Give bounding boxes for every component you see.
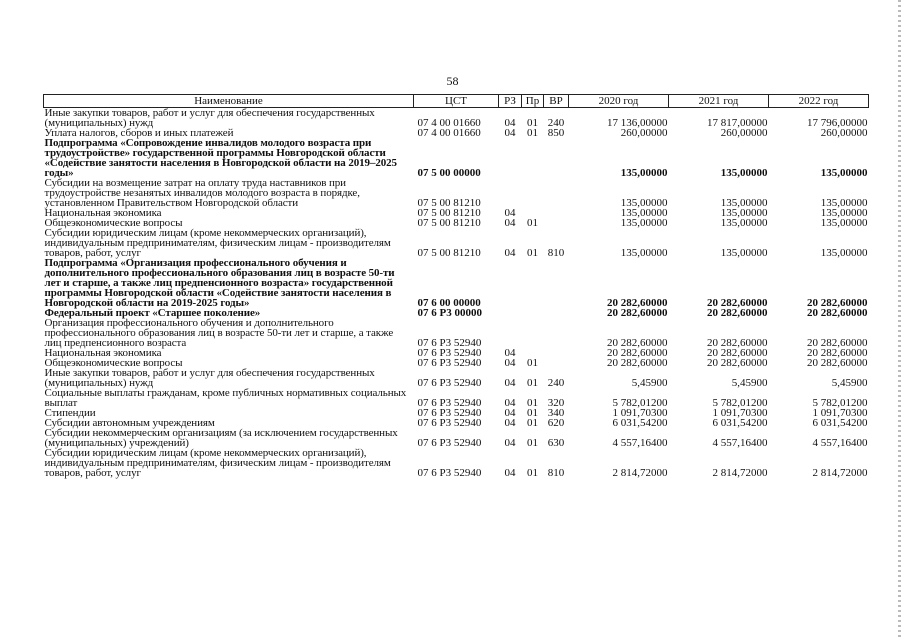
- cell-y2021: 20 282,60000: [707, 307, 768, 319]
- cell-pr: 01: [527, 407, 538, 419]
- cell-vr: [544, 218, 569, 228]
- header-pr: Пр: [522, 95, 544, 108]
- cell-y2022: 135,00000: [820, 167, 868, 179]
- cell-y2020: 6 031,54200: [612, 417, 668, 429]
- cell-cst: 07 6 P3 52940: [417, 337, 482, 349]
- cell-vr: 320: [547, 397, 565, 409]
- cell-rz: 04: [504, 117, 516, 129]
- cell-vr: [544, 208, 569, 218]
- cell-rz: 04: [504, 127, 516, 139]
- cell-vr: [544, 178, 569, 208]
- cell-y2021: 6 031,54200: [712, 417, 768, 429]
- cell-cst: 07 4 00 01660: [417, 117, 481, 129]
- cell-y2020: 5 782,01200: [612, 397, 668, 409]
- cell-y2022: 5 782,01200: [812, 397, 868, 409]
- cell-name: Федеральный проект «Старшее поколение»: [44, 307, 261, 319]
- cell-cst: 07 6 P3 52940: [417, 437, 482, 449]
- cell-y2020: 20 282,60000: [607, 307, 668, 319]
- cell-vr: [544, 358, 569, 368]
- cell-y2021: 135,00000: [720, 247, 768, 259]
- cell-y2021: 135,00000: [720, 207, 768, 219]
- header-2020: 2020 год: [569, 95, 669, 108]
- table-row: [44, 368, 869, 388]
- cell-y2022: 1 091,70300: [812, 407, 868, 419]
- cell-y2022: 5,45900: [831, 377, 868, 389]
- cell-y2020: 20 282,60000: [607, 297, 668, 309]
- table-row: [44, 388, 869, 408]
- scan-edge: [898, 0, 901, 640]
- cell-y2022: 135,00000: [820, 247, 868, 259]
- cell-pr: 01: [527, 397, 538, 409]
- cell-vr: 850: [547, 127, 565, 139]
- cell-vr: [544, 308, 569, 318]
- cell-name: Общеэкономические вопросы: [44, 357, 183, 369]
- cell-y2021: 135,00000: [720, 217, 768, 229]
- cell-vr: 240: [547, 377, 565, 389]
- cell-vr: 340: [547, 407, 565, 419]
- cell-y2022: 20 282,60000: [807, 297, 868, 309]
- cell-y2020: 135,00000: [620, 207, 668, 219]
- cell-y2022: 2 814,72000: [812, 467, 868, 479]
- cell-y2021: 20 282,60000: [707, 337, 768, 349]
- cell-pr: 01: [527, 467, 538, 479]
- cell-y2020: 135,00000: [620, 167, 668, 179]
- table-row: [44, 428, 869, 448]
- table-row: [44, 228, 869, 258]
- cell-rz: [499, 178, 522, 208]
- cell-pr: 01: [527, 377, 538, 389]
- cell-name: Субсидии на возмещение затрат на оплату труда наставников при трудоустройстве незанятых инвалидов молодого возраста в порядке, установленном Правительством Новгородской области: [44, 177, 360, 209]
- cell-y2021: 135,00000: [720, 197, 768, 209]
- cell-y2020: 20 282,60000: [607, 347, 668, 359]
- cell-vr: [544, 348, 569, 358]
- cell-y2020: 135,00000: [620, 247, 668, 259]
- cell-y2021: 135,00000: [720, 167, 768, 179]
- cell-pr: [522, 178, 544, 208]
- cell-pr: 01: [527, 247, 538, 259]
- cell-cst: 07 6 00 00000: [417, 297, 481, 309]
- cell-cst: 07 5 00 00000: [417, 167, 481, 179]
- cell-cst: 07 6 P3 52940: [417, 357, 482, 369]
- cell-y2022: 20 282,60000: [807, 357, 868, 369]
- cell-cst: 07 6 P3 00000: [417, 307, 482, 319]
- cell-rz: 04: [504, 407, 516, 419]
- cell-name: Субсидии автономным учреждениям: [44, 417, 215, 429]
- cell-name: Подпрограмма «Организация профессионального обучения и дополнительного профессионального образования лиц в возрасте 50-ти лет и старше, а также лиц предпенсионного возраста» государственной программы Новгородской области «Содействие занятости населения в Новгородской области на 2019-2025 годы»: [44, 257, 395, 309]
- cell-y2021: 20 282,60000: [707, 347, 768, 359]
- cell-vr: 240: [547, 117, 565, 129]
- cell-y2020: 17 136,00000: [607, 117, 668, 129]
- cell-y2022: 135,00000: [820, 217, 868, 229]
- cell-pr: 01: [527, 117, 538, 129]
- cell-y2021: 5,45900: [731, 377, 768, 389]
- cell-y2022: 20 282,60000: [807, 337, 868, 349]
- table-row: [44, 318, 869, 348]
- cell-vr: 810: [547, 467, 565, 479]
- cell-vr: 810: [547, 247, 565, 259]
- cell-vr: 630: [547, 437, 565, 449]
- cell-y2021: 1 091,70300: [712, 407, 768, 419]
- cell-name: Субсидии юридическим лицам (кроме некоммерческих организаций), индивидуальным предпринимателям, физическим лицам - производителям товаров, работ, услуг: [44, 227, 391, 259]
- cell-rz: 04: [504, 417, 516, 429]
- cell-cst: 07 6 P3 52940: [417, 407, 482, 419]
- table-row: [44, 178, 869, 208]
- cell-cst: 07 6 P3 52940: [417, 377, 482, 389]
- cell-name: Стипендии: [44, 407, 96, 419]
- cell-rz: 04: [504, 397, 516, 409]
- cell-y2021: 2 814,72000: [712, 467, 768, 479]
- cell-rz: [499, 308, 522, 318]
- cell-rz: 04: [504, 357, 516, 369]
- cell-vr: 620: [547, 417, 565, 429]
- table-row: [44, 258, 869, 308]
- cell-y2022: 135,00000: [820, 207, 868, 219]
- cell-y2022: 6 031,54200: [812, 417, 868, 429]
- cell-vr: [544, 318, 569, 348]
- cell-y2022: 20 282,60000: [807, 307, 868, 319]
- cell-y2020: 4 557,16400: [612, 437, 668, 449]
- cell-y2022: 260,00000: [820, 127, 868, 139]
- header-cst: ЦСТ: [414, 95, 499, 108]
- cell-y2021: 260,00000: [720, 127, 768, 139]
- cell-y2020: 20 282,60000: [607, 357, 668, 369]
- cell-cst: 07 6 P3 52940: [417, 347, 482, 359]
- cell-rz: 04: [504, 217, 516, 229]
- cell-y2020: 260,00000: [620, 127, 668, 139]
- cell-rz: 04: [504, 437, 516, 449]
- cell-name: Уплата налогов, сборов и иных платежей: [44, 127, 234, 139]
- cell-vr: [544, 138, 569, 178]
- cell-cst: 07 5 00 81210: [417, 207, 481, 219]
- cell-name: Организация профессионального обучения и дополнительного профессионального образования лиц в возрасте 50-ти лет и старше, а также лиц предпенсионного возраста: [44, 317, 394, 349]
- cell-y2020: 5,45900: [631, 377, 668, 389]
- cell-vr: [544, 258, 569, 308]
- cell-rz: 04: [504, 467, 516, 479]
- cell-pr: 01: [527, 417, 538, 429]
- header-vr: ВР: [544, 95, 569, 108]
- cell-y2020: 2 814,72000: [612, 467, 668, 479]
- cell-rz: 04: [504, 207, 516, 219]
- cell-cst: 07 5 00 81210: [417, 197, 481, 209]
- cell-cst: 07 6 P3 52940: [417, 467, 482, 479]
- cell-rz: 04: [504, 377, 516, 389]
- cell-name: Субсидии некоммерческим организациям (за исключением государственных (муниципальных) учреждений): [44, 427, 398, 449]
- header-2021: 2021 год: [669, 95, 769, 108]
- cell-y2020: 135,00000: [620, 217, 668, 229]
- cell-name: Национальная экономика: [44, 207, 162, 219]
- header-name: Наименование: [44, 95, 414, 108]
- cell-y2021: 17 817,00000: [707, 117, 768, 129]
- page-number: 58: [446, 74, 459, 88]
- cell-rz: [499, 138, 522, 178]
- cell-pr: 01: [527, 127, 538, 139]
- cell-cst: 07 5 00 81210: [417, 217, 481, 229]
- cell-name: Иные закупки товаров, работ и услуг для обеспечения государственных (муниципальных) нужд: [44, 367, 375, 389]
- table-row: [44, 108, 869, 129]
- cell-y2021: 4 557,16400: [712, 437, 768, 449]
- cell-name: Иные закупки товаров, работ и услуг для обеспечения государственных (муниципальных) нужд: [44, 107, 375, 129]
- cell-name: Социальные выплаты гражданам, кроме публичных нормативных социальных выплат: [44, 387, 407, 409]
- cell-y2021: 5 782,01200: [712, 397, 768, 409]
- cell-y2022: 135,00000: [820, 197, 868, 209]
- table-row: [44, 138, 869, 178]
- cell-name: Общеэкономические вопросы: [44, 217, 183, 229]
- cell-cst: 07 4 00 01660: [417, 127, 481, 139]
- cell-pr: 01: [527, 217, 538, 229]
- cell-name: Субсидии юридическим лицам (кроме некоммерческих организаций), индивидуальным предпринимателям, физическим лицам - производителям товаров, работ, услуг: [44, 447, 391, 479]
- cell-y2020: 135,00000: [620, 197, 668, 209]
- cell-pr: 01: [527, 437, 538, 449]
- cell-cst: 07 6 P3 52940: [417, 397, 482, 409]
- table-body: [44, 108, 869, 479]
- table-row: [44, 448, 869, 478]
- cell-pr: [522, 258, 544, 308]
- cell-name: Национальная экономика: [44, 347, 162, 359]
- table-header-row: [44, 95, 869, 108]
- cell-y2022: 17 796,00000: [807, 117, 868, 129]
- cell-y2020: 1 091,70300: [612, 407, 668, 419]
- cell-cst: 07 5 00 81210: [417, 247, 481, 259]
- cell-cst: 07 6 P3 52940: [417, 417, 482, 429]
- cell-y2022: 20 282,60000: [807, 347, 868, 359]
- cell-rz: [499, 318, 522, 348]
- cell-rz: [499, 258, 522, 308]
- cell-pr: [522, 138, 544, 178]
- cell-pr: [522, 308, 544, 318]
- cell-rz: 04: [504, 347, 516, 359]
- cell-y2022: 4 557,16400: [812, 437, 868, 449]
- cell-pr: [522, 318, 544, 348]
- cell-y2021: 20 282,60000: [707, 357, 768, 369]
- budget-table: [43, 94, 869, 478]
- cell-rz: 04: [504, 247, 516, 259]
- cell-y2020: 20 282,60000: [607, 337, 668, 349]
- cell-pr: 01: [527, 357, 538, 369]
- cell-y2021: 20 282,60000: [707, 297, 768, 309]
- header-rz: РЗ: [499, 95, 522, 108]
- cell-name: Подпрограмма «Сопровождение инвалидов молодого возраста при трудоустройстве» государственной программы Новгородской области «Содействие занятости населения в Новгородской области на 2019–2025 годы»: [44, 137, 397, 179]
- header-2022: 2022 год: [769, 95, 869, 108]
